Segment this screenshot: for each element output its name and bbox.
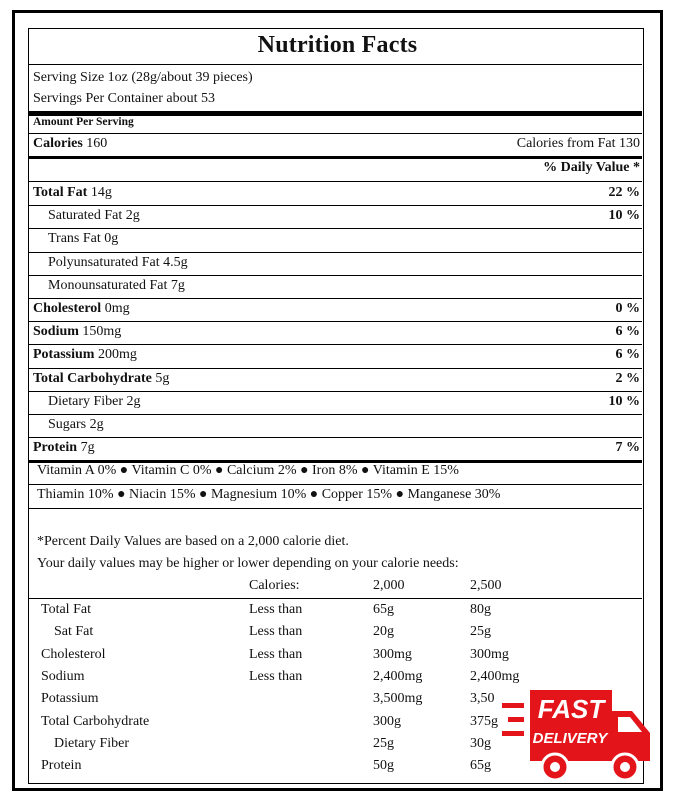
nutrient-label	[33, 440, 95, 456]
medium-rule	[29, 156, 642, 159]
reference-value-2500: 80g	[470, 602, 491, 617]
row-divider	[29, 321, 642, 322]
reference-nutrient: Cholesterol	[41, 646, 106, 662]
nutrient-label	[33, 371, 169, 387]
nutrient-name: Monounsaturated Fat	[48, 277, 168, 293]
nutrient-daily-value: 10 %	[608, 208, 640, 224]
calories-value: 160	[86, 136, 108, 151]
nutrient-name: Total Carbohydrate	[33, 370, 152, 386]
daily-value-header: % Daily Value *	[543, 160, 640, 175]
row-divider	[29, 437, 642, 438]
nutrient-label	[48, 231, 118, 247]
nutrient-daily-value: 6 %	[615, 347, 640, 363]
nutrient-name: Total Fat	[33, 185, 88, 200]
calories-row	[33, 136, 107, 152]
reference-nutrient: Protein	[41, 758, 82, 774]
nutrient-amount: 0g	[104, 231, 119, 247]
reference-value-2500: 25g	[470, 624, 491, 640]
nutrient-label	[48, 394, 141, 410]
nutrient-amount: 7g	[170, 277, 185, 293]
reference-value-2000: 3,500mg	[373, 691, 423, 707]
reference-nutrient: Total Carbohydrate	[41, 713, 150, 729]
reference-value-2000: 25g	[373, 735, 394, 751]
reference-value-2000: 65g	[373, 602, 394, 617]
nutrient-amount: 4.5g	[163, 254, 188, 270]
nutrient-label	[48, 208, 140, 224]
nutrient-name: Saturated Fat	[48, 208, 123, 224]
nutrient-daily-value: 22 %	[608, 185, 640, 200]
reference-condition: Less than	[249, 668, 303, 684]
nutrient-amount: 200mg	[97, 347, 137, 363]
rule	[29, 181, 642, 182]
reference-value-2000: 300g	[373, 713, 401, 729]
nutrient-amount: 5g	[155, 370, 170, 386]
rule	[29, 508, 642, 509]
reference-value-2500: 375g	[470, 713, 498, 729]
nutrient-daily-value: 0 %	[615, 301, 640, 316]
row-divider	[29, 368, 642, 369]
nutrient-daily-value: 2 %	[615, 370, 640, 386]
rule	[29, 133, 642, 134]
badge-line-1: FAST	[537, 694, 605, 724]
calories-from-fat: Calories from Fat 130	[516, 136, 640, 151]
nutrient-name: Trans Fat	[48, 231, 101, 247]
nutrient-name: Sugars	[48, 417, 87, 432]
nutrient-label	[48, 255, 188, 271]
ref-col-2000: 2,000	[373, 578, 405, 593]
reference-nutrient: Potassium	[41, 691, 99, 707]
reference-value-2500: 3,50	[470, 691, 495, 707]
nutrient-amount: 2g	[89, 417, 104, 432]
reference-value-2000: 20g	[373, 624, 394, 640]
reference-value-2500: 300mg	[470, 646, 509, 662]
vitamins-line-2: Thiamin 10% ● Niacin 15% ● Magnesium 10% ● Copper 15% ● Manganese 30%	[37, 487, 501, 502]
badge-line-2: DELIVERY	[532, 730, 608, 747]
nutrient-daily-value: 7 %	[615, 440, 640, 456]
nutrient-label	[48, 278, 185, 294]
reference-value-2000: 2,400mg	[373, 668, 423, 684]
nutrient-label	[33, 185, 112, 201]
row-divider	[29, 344, 642, 345]
vitamins-line-1: Vitamin A 0% ● Vitamin C 0% ● Calcium 2% ● Iron 8% ● Vitamin E 15%	[37, 463, 459, 478]
nutrient-amount: 0mg	[104, 301, 130, 316]
servings-per-container: Servings Per Container about 53	[33, 91, 215, 106]
reference-value-2500: 2,400mg	[470, 668, 520, 684]
row-divider	[29, 391, 642, 392]
nutrient-label	[33, 324, 121, 340]
rule	[29, 598, 642, 599]
reference-value-2500: 65g	[470, 758, 491, 774]
nutrient-name: Dietary Fiber	[48, 393, 124, 409]
nutrient-daily-value: 6 %	[615, 324, 640, 340]
nutrient-name: Protein	[33, 440, 78, 456]
amount-per-serving: Amount Per Serving	[33, 116, 134, 128]
reference-nutrient: Dietary Fiber	[54, 735, 130, 751]
reference-value-2000: 50g	[373, 758, 394, 774]
nutrient-name: Sodium	[33, 324, 79, 340]
nutrient-label	[48, 417, 104, 433]
rule	[29, 484, 642, 485]
row-divider	[29, 414, 642, 415]
label-title: Nutrition Facts	[257, 32, 418, 58]
nutrient-daily-value: 10 %	[608, 393, 640, 409]
row-divider	[29, 205, 642, 206]
nutrient-label	[33, 347, 137, 363]
nutrient-label	[33, 301, 130, 317]
nutrient-amount: 2g	[126, 393, 141, 409]
footnote-2: Your daily values may be higher or lower depending on your calorie needs:	[37, 556, 459, 571]
reference-nutrient: Sat Fat	[54, 624, 94, 640]
reference-value-2500: 30g	[470, 735, 491, 751]
nutrient-name: Potassium	[33, 347, 95, 363]
reference-nutrient: Total Fat	[41, 602, 91, 617]
reference-condition: Less than	[249, 646, 303, 662]
ref-calories-label: Calories:	[249, 578, 300, 593]
nutrient-name: Polyunsaturated Fat	[48, 254, 160, 270]
row-divider	[29, 298, 642, 299]
nutrient-amount: 14g	[90, 185, 112, 200]
reference-condition: Less than	[249, 602, 303, 617]
nutrient-amount: 150mg	[82, 324, 122, 340]
row-divider	[29, 228, 642, 229]
nutrient-amount: 2g	[125, 208, 140, 224]
rule	[29, 64, 642, 65]
nutrient-amount: 7g	[80, 440, 95, 456]
calories-label: Calories	[33, 136, 83, 151]
fast-delivery-badge	[500, 685, 655, 785]
reference-nutrient: Sodium	[41, 668, 85, 684]
ref-col-2500: 2,500	[470, 578, 502, 593]
row-divider	[29, 275, 642, 276]
nutrient-name: Cholesterol	[33, 301, 102, 316]
reference-condition: Less than	[249, 624, 303, 640]
serving-size: Serving Size 1oz (28g/about 39 pieces)	[33, 70, 253, 85]
reference-value-2000: 300mg	[373, 646, 412, 662]
footnote-1: *Percent Daily Values are based on a 2,000 calorie diet.	[37, 534, 349, 549]
row-divider	[29, 252, 642, 253]
